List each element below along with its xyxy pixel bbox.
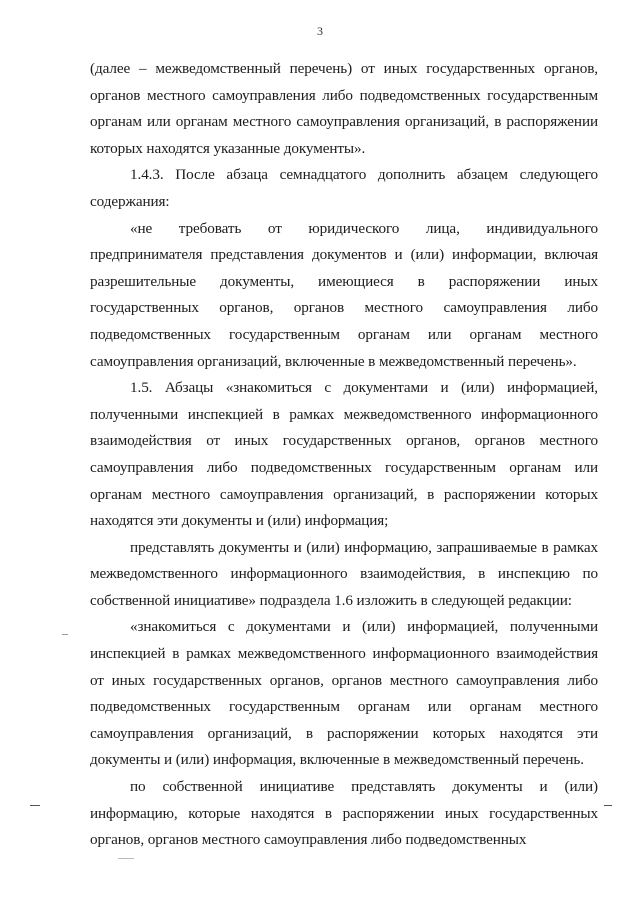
paragraph-submit-documents: представлять документы и (или) информацию, запрашиваемые в рамках межведомственного информационного взаимодействия, в инспекцию по собственной инициативе» подраздела 1.6 изложить в следующей редакции: bbox=[90, 538, 598, 609]
paragraph-1-5: 1.5. Абзацы «знакомиться с документами и (или) информацией, полученными инспекцией в рамках межведомственного информационного взаимодействия от иных государственных органов, органов местного самоуправления либо подведомственных государственным органам или органам местного самоуправления организаций, в распоряжении которых находятся эти документы и (или) информация; bbox=[90, 379, 598, 530]
scan-artifact-bottom bbox=[118, 858, 134, 859]
scan-artifact-left-lower bbox=[30, 805, 40, 806]
page-number: 3 bbox=[317, 24, 323, 38]
document-body bbox=[90, 56, 598, 854]
paragraph-new-wording: «знакомиться с документами и (или) информацией, полученными инспекцией в рамках межведомственного информационного взаимодействия от иных государственных органов, органов местного самоуправления либо подведомственных государственным органам или органам местного самоуправления организаций, в распоряжении которых находятся эти документы и (или) информация, включенные в межведомственный перечень. bbox=[90, 618, 598, 769]
paragraph-continuation: (далее – межведомственный перечень) от иных государственных органов, органов местного самоуправления либо подведомственных государственным органам или органам местного самоуправления организаций, в распоряжении которых находятся указанные документы». bbox=[90, 60, 598, 157]
scan-artifact-right-lower bbox=[604, 805, 612, 806]
scan-artifact-left bbox=[62, 634, 68, 635]
paragraph-own-initiative: по собственной инициативе представлять документы и (или) информацию, которые находятся в распоряжении иных государственных органов, органов местного самоуправления либо подведомственных bbox=[90, 778, 598, 849]
paragraph-quote-requirement: «не требовать от юридического лица, индивидуального предпринимателя представления документов и (или) информации, включая разрешительные документы, имеющиеся в распоряжении иных государственных органов, органов местного самоуправления либо подведомственных государственным органам или органам местного самоуправления организаций, включенные в межведомственный перечень». bbox=[90, 219, 598, 370]
paragraph-1-4-3: 1.4.3. После абзаца семнадцатого дополнить абзацем следующего содержания: bbox=[90, 166, 598, 210]
